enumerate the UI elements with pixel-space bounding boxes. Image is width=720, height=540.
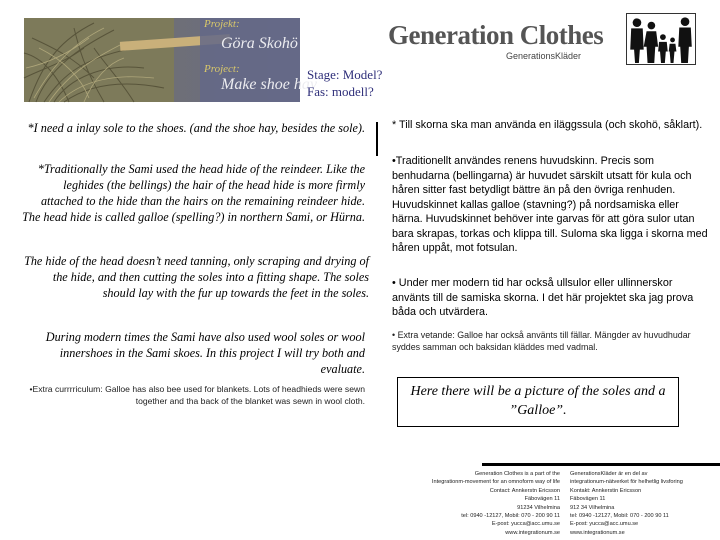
footer-line: Kontakt: Annkerstin Ericsson (570, 487, 642, 494)
stage-label (307, 66, 382, 100)
footer-line: integrationum-nätverket för helhetlig livsforing (570, 479, 683, 486)
english-paragraph-3: The hide of the head doesn’t need tanning, only scraping and drying of the hide, and then cutting the soles into a fitting shape. The soles should lay with the fur up towards the feet in the soles. (24, 254, 369, 300)
footer-line: tel: 0940 -12127, Mobil: 070 - 200 90 11 (570, 513, 669, 520)
footer-line: www.integrationum.se (505, 529, 560, 536)
banner-project-label: Project: (204, 63, 240, 75)
footer-swedish-contact (570, 470, 683, 537)
swedish-paragraph-3: • Under mer modern tid har också ullsulor eller ullinnerskor använts till de samiska skorna. I det här projektet ska jag prova båda och utvärdera. (392, 277, 694, 318)
banner-projekt-label: Projekt: (204, 18, 240, 30)
brand-subtitle: GenerationsKläder (506, 51, 582, 61)
footer-line: tel: 0940 -12127, Mobil: 070 - 200 90 11 (461, 513, 560, 520)
brand-logo (388, 20, 604, 61)
picture-placeholder-box: Here there will be a picture of the soles and a ”Galloe”. (397, 377, 679, 427)
shoe-hay-grass-image (24, 18, 174, 102)
banner-label-panel (200, 18, 317, 102)
brand-title: Generation Clothes (388, 20, 604, 50)
footer-line: Fäbovägen 11 (570, 496, 606, 503)
stage-swedish: Fas: modell? (307, 84, 374, 99)
footer-divider (482, 463, 720, 466)
footer-line: Contact: Annkerstn Ericsson (489, 487, 560, 494)
swedish-extra-note: • Extra vetande: Galloe har också använts till fällar. Mängder av huvudhudar syddes samman och baksidan kläddes med vadmal. (392, 330, 691, 352)
project-banner-image (24, 18, 317, 102)
footer-line: Generation Clothes is a part of the (474, 471, 560, 477)
english-extra-note: •Extra currrriculum: Galloe has also bee used for blankets. Lots of headhieds were sewn together and tha back of the blanket was sewn in wool cloth. (29, 384, 365, 406)
banner-english-title: Make shoe hay (221, 76, 317, 93)
swedish-paragraph-2: •Traditionellt användes renens huvudskinn. Precis som benhudarna (bellingarna) är huvudet särskilt utsatt för kula och håren sitter fast betydligt bättre än på den övriga renhuden. Huvudskinnet kallas galloe (stavning?) på nordsamiska eller härna. Huvudskinnet behöver inte garvas för att göra sulor utan bara skrapas, torkas och klippa till. Suloma ska ligga i skorna med håren uppåt, mot fotsulan. (392, 155, 708, 254)
family-silhouette-icon (627, 14, 695, 64)
stage-english: Stage: Model? (307, 67, 383, 82)
footer-english-contact (432, 470, 560, 537)
footer-line: Fäbovägen 11 (524, 496, 560, 503)
footer-line: E-post: yucca@acc.umu.se (491, 521, 560, 528)
swedish-paragraph-1: * Till skorna ska man använda en iläggssula (och skohö, såklart). (392, 119, 703, 131)
english-paragraph-1: *I need a inlay sole to the shoes. (and the shoe hay, besides the sole). (27, 121, 365, 135)
column-divider (376, 122, 378, 156)
footer-line: Integrationm-movement for an omnoform way of life (431, 479, 560, 486)
english-paragraph-4: During modern times the Sami have also used wool soles or wool innershoes in the Sami skoes. In this project I will try both and evaluate. (45, 330, 365, 376)
footer-line: www.integrationum.se (570, 529, 625, 536)
footer-line: E-post: yucca@acc.umu.se (570, 521, 639, 528)
banner-swedish-title: Göra Skohö (221, 35, 298, 52)
family-silhouette-image (626, 13, 696, 65)
footer-line: GenerationsKläder är en del av (570, 471, 648, 477)
footer-line: 91234 Vilhelmina (517, 504, 560, 511)
english-paragraph-2: *Traditionally the Sami used the head hide of the reindeer. Like the leghides (the bellings) the hair of the head hide is more firmly attached to the hide than the hairs on the remaining reindeer hide. The head hide is called galloe (spelling?) in northern Sami, or Hürna. (22, 162, 365, 224)
footer-line: 912 34 Vilhelmina (570, 504, 615, 511)
